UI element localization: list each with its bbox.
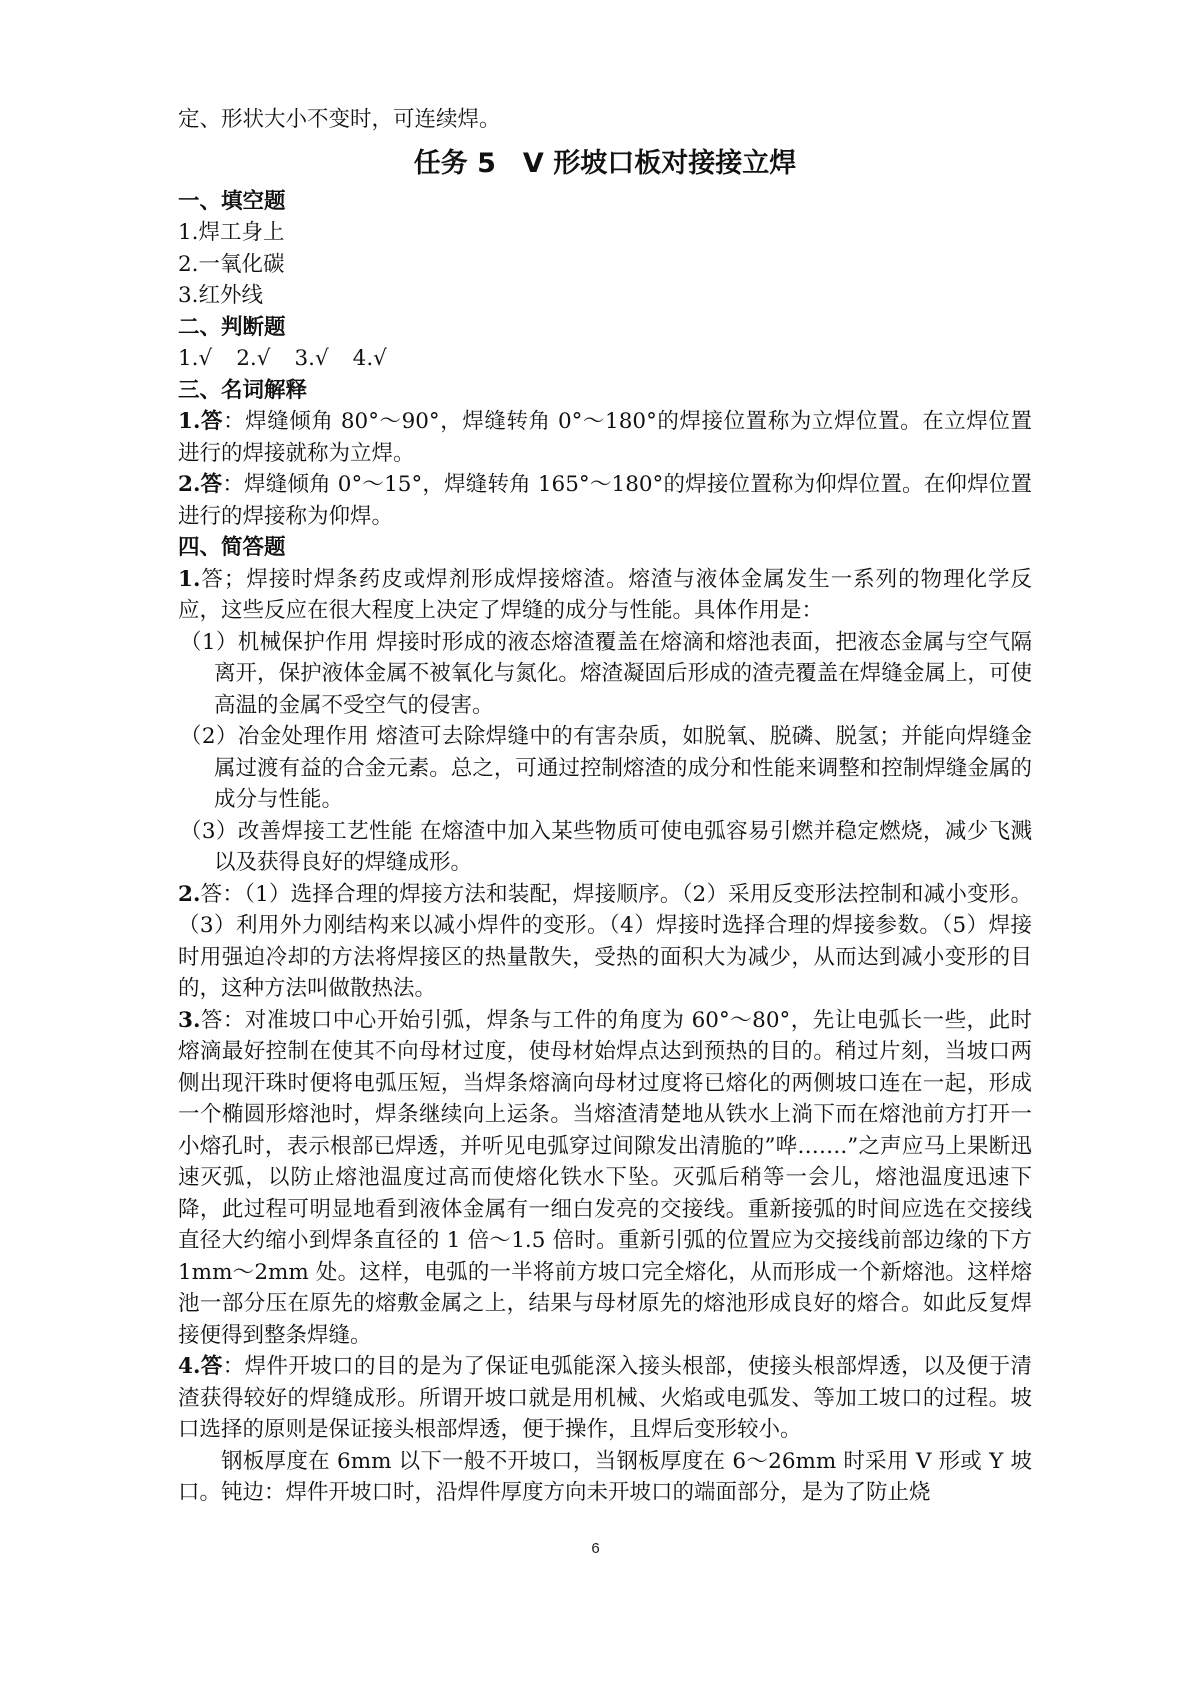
answer-text: 答：（1）选择合理的焊接方法和装配，焊接顺序。（2）采用反变形法控制和减小变形。（3）利用外力刚结构来以减小焊件的变形。（4）焊接时选择合理的焊接参数。（5）焊接时用强迫冷却的方法将焊接区的热量散失，受热的面积大为减少，从而达到减小变形的目的，这种方法叫做散热法。 (178, 881, 1032, 1001)
judge-answer-3: 3.√ (294, 346, 329, 371)
judge-answer-1: 1.√ (178, 346, 213, 371)
answer-text: 答：对准坡口中心开始引弧，焊条与工件的角度为 60°～80°，先让电弧长一些，此时熔滴最好控制在使其不向母材过度，使母材始焊点达到预热的目的。稍过片刻，当坡口两侧出现汗珠时便将电弧压短，当焊条熔滴向母材过度将已熔化的两侧坡口连在一起，形成一个椭圆形熔池时，焊条继续向上运条。当熔渣清楚地从铁水上淌下而在熔池前方打开一小熔孔时，表示根部已焊透，并听见电弧穿过间隙发出清脆的”哗…….”之声应马上果断迅速灭弧，以防止熔池温度过高而使熔化铁水下坠。灭弧后稍等一会儿，熔池温度迅速下降，此过程可明显地看到液体金属有一细白发亮的交接线。重新接弧的时间应选在交接线直径大约缩小到焊条直径的 1 倍～1.5 倍时。重新引弧的位置应为交接线前部边缘的下方 1mm～2mm 处。这样，电弧的一半将前方坡口完全熔化，从而形成一个新熔池。这样熔池一部分压在原先的熔敷金属之上，结果与母材原先的熔池形成良好的熔合。如此反复焊接便得到整条焊缝。 (178, 1007, 1032, 1348)
judge-answer-2: 2.√ (236, 346, 271, 371)
section-judgement (178, 312, 1032, 375)
section-terms (178, 375, 1032, 533)
page-number: 6 (591, 1540, 600, 1557)
fill-answer-2: 2.一氧化碳 (178, 251, 285, 277)
fill-answer-3: 3.红外线 (178, 283, 264, 308)
short-answer-1-sub-3: （3）改善焊接工艺性能 在熔渣中加入某些物质可使电弧容易引燃并稳定燃烧，减少飞溅以及获得良好的焊缝成形。 (180, 818, 1032, 875)
section-fill-blank (178, 186, 1032, 312)
short-answer-1-sub-1: （1）机械保护作用 焊接时形成的液态熔渣覆盖在熔滴和熔池表面，把液态金属与空气隔离开，保护液体金属不被氧化与氮化。熔渣凝固后形成的渣壳覆盖在焊缝金属上，可使高温的金属不受空气的侵害。 (180, 629, 1032, 718)
answer-number: 2.答 (178, 472, 223, 497)
answer-text: ：焊缝倾角 0°～15°，焊缝转角 165°～180°的焊接位置称为仰焊位置。在仰焊位置进行的焊接称为仰焊。 (178, 472, 1032, 529)
answer-text: ：焊件开坡口的目的是为了保证电弧能深入接头根部，使接头根部焊透，以及便于清渣获得较好的焊缝成形。所谓开坡口就是用机械、火焰或电弧发、等加工坡口的过程。坡口选择的原则是保证接头根部焊透，便于操作，且焊后变形较小。 (178, 1354, 1032, 1442)
short-answer-1-sub-2: （2）冶金处理作用 熔渣可去除焊缝中的有害杂质，如脱氧、脱磷、脱氢；并能向焊缝金属过渡有益的合金元素。总之，可通过控制熔渣的成分和性能来调整和控制焊缝金属的成分与性能。 (180, 724, 1032, 812)
term-answer-1 (178, 406, 1032, 469)
short-answer-4 (178, 1351, 1032, 1446)
section-heading: 一、填空题 (178, 188, 286, 214)
continuation-text: 定、形状大小不变时，可连续焊。 (178, 107, 501, 132)
section-short-answer (178, 532, 1032, 1509)
answer-number: 1.答 (178, 409, 224, 434)
answer-number: 1. (178, 566, 201, 592)
section-heading: 三、名词解释 (178, 377, 308, 403)
short-answer-2 (178, 879, 1032, 1005)
short-answer-1 (178, 564, 1032, 627)
short-answer-4-paragraph-2: 钢板厚度在 6mm 以下一般不开坡口，当钢板厚度在 6～26mm 时采用 V 形或 Y 坡口。钝边：焊件开坡口时，沿焊件厚度方向未开坡口的端面部分，是为了防止烧 (178, 1448, 1032, 1505)
document-page (178, 104, 1032, 1509)
answer-number: 4.答 (178, 1354, 223, 1379)
judge-answer-4: 4.√ (352, 346, 387, 371)
answer-text: ：焊缝倾角 80°～90°，焊缝转角 0°～180°的焊接位置称为立焊位置。在立焊位置进行的焊接就称为立焊。 (178, 409, 1032, 466)
answer-number: 2. (178, 881, 201, 907)
judgement-answers (178, 343, 1032, 375)
section-heading: 四、简答题 (178, 535, 286, 560)
term-answer-2 (178, 469, 1032, 532)
task-title: 任务 5 V 形坡口板对接接立焊 (413, 147, 797, 179)
answer-number: 3. (178, 1007, 201, 1033)
section-heading: 二、判断题 (178, 314, 286, 340)
short-answer-3 (178, 1005, 1032, 1352)
answer-text: 答；焊接时焊条药皮或焊剂形成焊接熔渣。熔渣与液体金属发生一系列的物理化学反应，这些反应在很大程度上决定了焊缝的成分与性能。具体作用是： (178, 566, 1032, 623)
fill-answer-1: 1.焊工身上 (178, 220, 285, 245)
